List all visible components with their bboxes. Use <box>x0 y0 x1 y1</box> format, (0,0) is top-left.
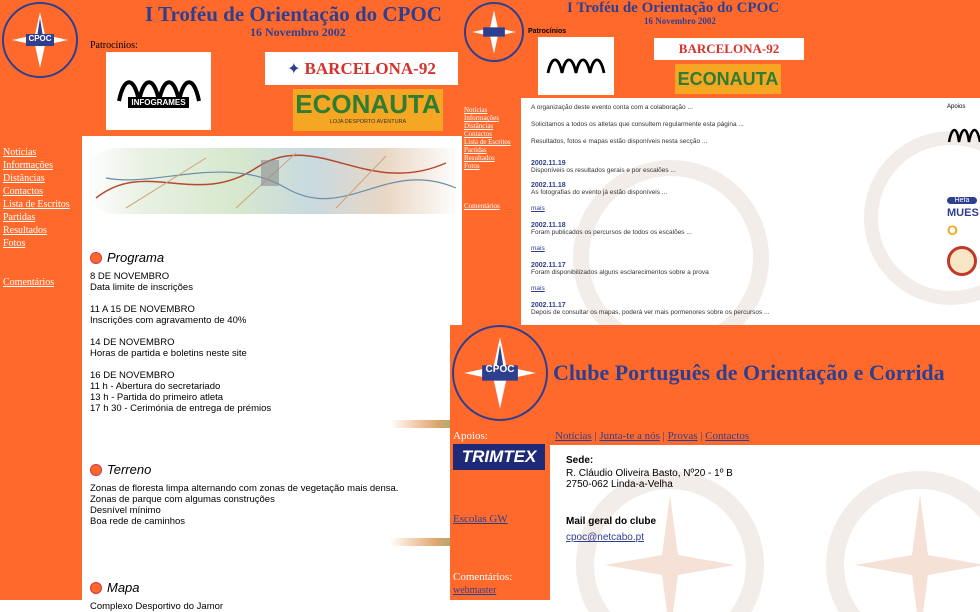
news-date: 2002.11.17 <box>531 262 566 269</box>
trimtex-logo[interactable] <box>453 444 545 470</box>
trofeu-window <box>0 0 462 612</box>
nav-provas[interactable]: Provas <box>667 430 698 442</box>
news-more-link[interactable]: mais <box>531 285 545 292</box>
section-title <box>90 580 458 595</box>
logo-center-text: CPOC <box>485 364 515 375</box>
orienteering-map-icon <box>86 148 460 214</box>
news-text: Depois de consultar os mapas, poderá ver mais pormenores sobre os percursos ... <box>531 309 770 316</box>
terrain-line: Boa rede de caminhos <box>90 516 186 527</box>
econauta-logo[interactable] <box>293 89 443 131</box>
club-title: Clube Português de Orientação e Corrida <box>553 360 945 385</box>
cpoc-logo <box>2 2 78 78</box>
news-text: Disponíveis os resultados gerais e por escalões ... <box>531 167 676 174</box>
infogrames-logo[interactable] <box>106 52 211 130</box>
nav-fotos[interactable]: Fotos <box>464 162 480 170</box>
section-title <box>90 462 458 477</box>
terrain-section <box>90 452 458 527</box>
cpoc-logo <box>464 2 524 62</box>
trimtex-text: TRIMTEX <box>461 447 537 466</box>
nav-noticias[interactable]: Notícias <box>3 147 37 158</box>
nav-resultados[interactable]: Resultados <box>464 154 495 162</box>
comments-link[interactable]: Comentários <box>464 202 500 210</box>
intro-line: A organização deste evento conta com a colaboração ... <box>531 104 693 111</box>
barcelona-text: BARCELONA-92 <box>678 41 780 56</box>
section-heading: Terreno <box>107 462 152 477</box>
support-logo-hefa[interactable]: Hefa <box>947 197 977 204</box>
event-date: 16 Novembro 2002 <box>250 25 346 39</box>
section-title <box>90 250 458 265</box>
news-text: Foram publicados os percursos de todos os escalões ... <box>531 229 692 236</box>
program-line: 13 h - Partida do primeiro atleta <box>90 392 224 403</box>
econauta-logo[interactable] <box>675 64 781 94</box>
program-line: Horas de partida e boletins neste site <box>90 348 247 359</box>
program-line: 16 DE NOVEMBRO <box>90 370 175 381</box>
nav-separator: | <box>700 430 703 442</box>
terrain-line: Zonas de floresta limpa alternando com zonas de vegetação mais densa. <box>90 483 399 494</box>
news-date: 2002.11.18 <box>531 182 566 189</box>
address-line: R. Cláudio Oliveira Basto, Nº20 - 1º B <box>566 468 733 479</box>
news-date: 2002.11.18 <box>531 222 566 229</box>
cpoc-logo <box>452 325 548 421</box>
nav-lista-escritos[interactable]: Lista de Escritos <box>3 199 70 210</box>
main-nav <box>3 146 70 250</box>
logo-center-text: CPOC <box>28 34 52 43</box>
program-line: Data limite de inscrições <box>90 282 193 293</box>
nav-distancias[interactable]: Distâncias <box>464 122 494 130</box>
page-title: I Troféu de Orientação do CPOC <box>567 0 780 16</box>
nav-informacoes[interactable]: Informações <box>3 160 53 171</box>
infogrames-small-icon <box>947 124 980 146</box>
section-heading: Mapa <box>107 580 140 595</box>
trofeu-content <box>82 136 462 612</box>
comments-label: Comentários: <box>453 571 513 583</box>
main-nav <box>464 106 511 170</box>
club-content <box>550 445 980 600</box>
support-label: Apoios <box>947 104 966 110</box>
nav-fotos[interactable]: Fotos <box>3 238 26 249</box>
nav-partidas[interactable]: Partidas <box>464 146 487 154</box>
nav-noticias[interactable]: Notícias <box>555 430 592 442</box>
nav-lista-escritos[interactable]: Lista de Escritos <box>464 138 511 146</box>
econauta-text: ECONAUTA <box>677 69 779 89</box>
program-line: 8 DE NOVEMBRO <box>90 271 170 282</box>
barcelona-logo[interactable] <box>654 38 804 60</box>
terrain-line: Desnível mínimo <box>90 505 161 516</box>
news-window <box>462 0 980 325</box>
news-content <box>521 98 980 325</box>
bullet-icon <box>90 464 102 476</box>
bullet-icon <box>90 252 102 264</box>
mail-label: Mail geral do clube <box>566 516 657 527</box>
program-line: 14 DE NOVEMBRO <box>90 337 175 348</box>
support-label: Apoios: <box>453 430 488 442</box>
nav-contactos[interactable]: Contactos <box>3 186 43 197</box>
support-logo-o[interactable]: O <box>947 222 958 238</box>
econauta-tagline: LOJA DESPORTO AVENTURA <box>329 119 407 125</box>
program-line: 17 h 30 - Cerimónia de entrega de prémios <box>90 403 272 414</box>
page-title: I Troféu de Orientação do CPOC <box>145 2 442 26</box>
support-seal-icon <box>947 246 977 276</box>
address-line: 2750-062 Linda-a-Velha <box>566 479 673 490</box>
nav-separator: | <box>594 430 597 442</box>
webmaster-link[interactable]: webmaster <box>453 585 497 596</box>
news-more-link[interactable]: mais <box>531 245 545 252</box>
club-nav <box>555 430 749 442</box>
sponsors-label: Patrocínios <box>528 28 567 35</box>
news-text: As fotografias do evento já estão disponíveis ... <box>531 189 668 196</box>
news-list <box>531 104 901 357</box>
comments-link[interactable]: Comentários <box>3 277 55 288</box>
nav-contactos[interactable]: Contactos <box>464 130 492 138</box>
event-date: 16 Novembro 2002 <box>644 16 716 26</box>
seat-label: Sede: <box>566 455 594 466</box>
nav-junta-te[interactable]: Junta-te a nós <box>599 430 660 442</box>
infogrames-swirl-icon <box>544 52 608 80</box>
program-line <box>90 326 458 337</box>
nav-informacoes[interactable]: Informações <box>464 114 499 122</box>
nav-distancias[interactable]: Distâncias <box>3 173 45 184</box>
support-column <box>947 104 980 276</box>
news-date: 2002.11.19 <box>531 160 566 167</box>
barcelona-text: BARCELONA-92 <box>304 58 436 78</box>
bullet-icon <box>90 582 102 594</box>
map-section <box>90 570 458 612</box>
club-window <box>450 325 980 600</box>
econauta-text: ECONAUTA <box>295 89 441 119</box>
nav-partidas[interactable]: Partidas <box>3 212 36 223</box>
nav-resultados[interactable]: Resultados <box>3 225 47 236</box>
support-logo-mues[interactable]: MUES <box>947 207 979 219</box>
intro-line: Solicitamos a todos os atletas que consultem regularmente esta página ... <box>531 121 744 128</box>
program-line: Inscrições com agravamento de 40% <box>90 315 247 326</box>
infogrames-text: INFOGRAMES <box>128 97 188 108</box>
program-section <box>90 240 458 414</box>
nav-separator: | <box>662 430 665 442</box>
news-text: Foram disponibilizados alguns esclarecimentos sobre a prova <box>531 269 709 276</box>
runner-icon: ✦ <box>287 60 301 78</box>
program-line <box>90 293 458 304</box>
contact-block <box>566 455 733 545</box>
program-line: 11 A 15 DE NOVEMBRO <box>90 304 195 315</box>
terrain-line: Zonas de parque com algumas construções <box>90 494 275 505</box>
infogrames-logo[interactable] <box>538 37 614 95</box>
mail-link[interactable]: cpoc@netcabo.pt <box>566 532 644 543</box>
map-line: Complexo Desportivo do Jamor <box>90 601 224 612</box>
sponsors-label: Patrocínios: <box>90 40 138 51</box>
intro-line: Resultados, fotos e mapas estão disponíveis nesta secção ... <box>531 138 708 145</box>
section-heading: Programa <box>107 250 165 265</box>
nav-contactos[interactable]: Contactos <box>705 430 750 442</box>
schools-link[interactable]: Escolas GW <box>453 513 508 525</box>
map-banner <box>86 148 460 214</box>
nav-noticias[interactable]: Notícias <box>464 106 488 114</box>
news-more-link[interactable]: mais <box>531 205 545 212</box>
compass-icon <box>466 4 522 60</box>
program-line <box>90 359 458 370</box>
program-line: 11 h - Abertura do secretariado <box>90 381 221 392</box>
barcelona-logo[interactable] <box>265 52 458 85</box>
news-date: 2002.11.17 <box>531 302 566 309</box>
